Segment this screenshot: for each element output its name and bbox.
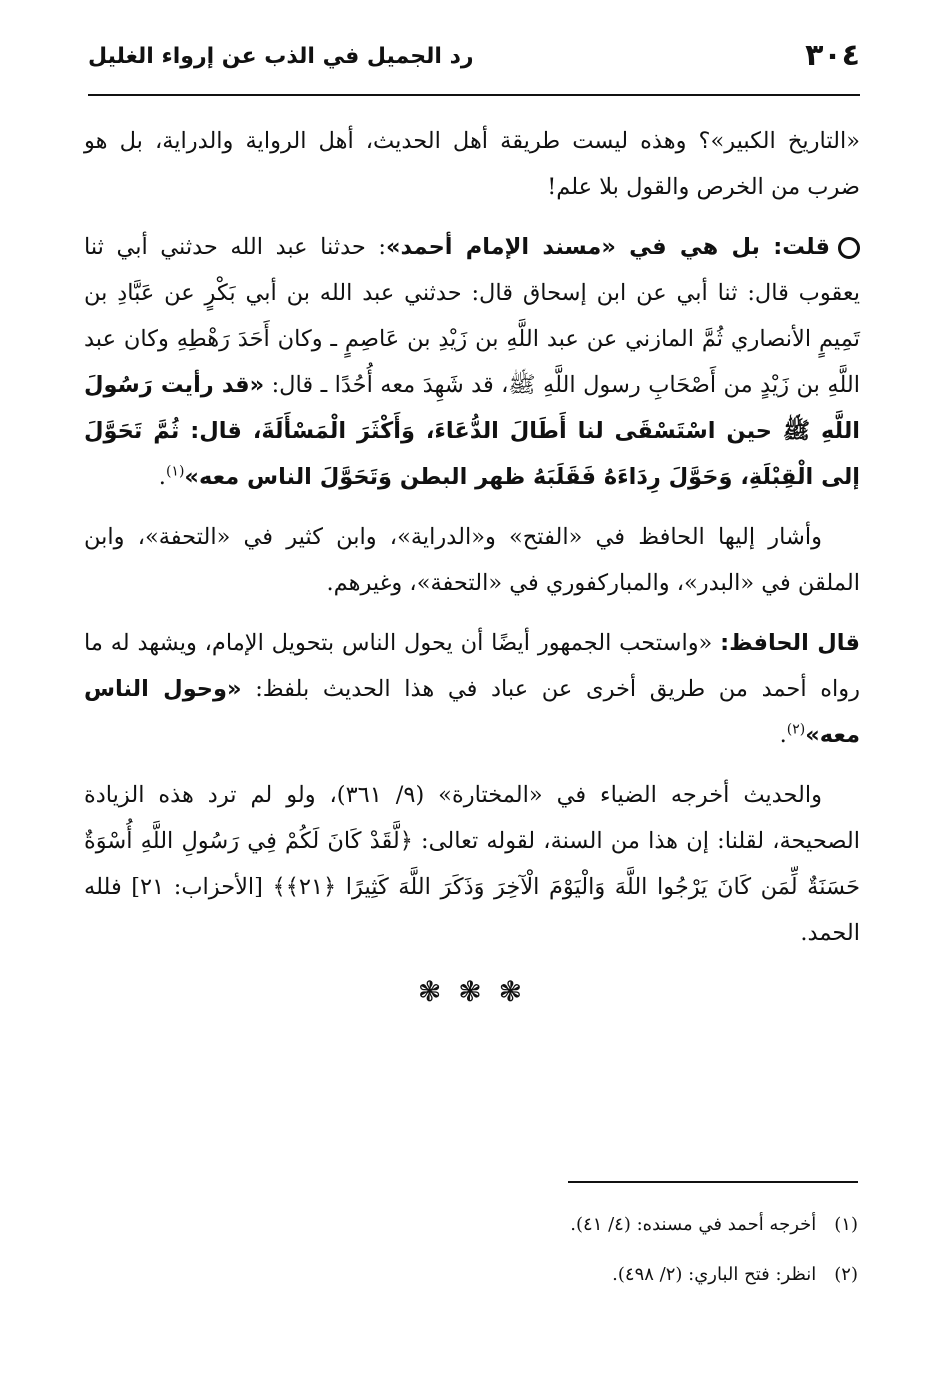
paragraph-3: وأشار إليها الحافظ في «الفتح» و«الدراية»، وابن كثير في «التحفة»، وابن الملقن في «البدر»، والمباركفوري في «التحفة»، وغيرهم. bbox=[84, 524, 860, 596]
footnote-ref-1: (١) bbox=[165, 463, 185, 480]
paragraph-5: والحديث أخرجه الضياء في «المختارة» (٩/ ٣٦١)، ولو لم ترد هذه الزيادة الصحيحة، لقلنا: إن هذا من السنة، لقوله تعالى: ﴿لَّقَدْ كَانَ لَكُمْ فِي رَسُولِ اللَّهِ أُسْوَةٌ حَسَنَةٌ لِّمَن كَانَ يَرْجُوا اللَّهَ وَالْيَوْمَ الْآخِرَ وَذَكَرَ اللَّهَ كَثِيرًا ﴿٢١﴾﴾ [الأحزاب: ٢١] فلله الحمد. bbox=[84, 782, 860, 946]
paragraph-2-text: : حدثنا عبد الله حدثني أبي ثنا يعقوب قال: ثنا أبي عن ابن إسحاق قال: حدثني عبد الله بن أبي بَكْرٍ عن عَبَّادِ بن تَمِيمٍ الأنصاري ثُمَّ المازني عن عبد اللَّهِ بن زَيْدِ بن عَاصِمٍ ـ وكان أَحَدَ رَهْطِهِ وكان عبد اللَّهِ بن زَيْدٍ من أَصْحَابِ رسول اللَّهِ ﷺ، قد شَهِدَ معه أُحُدًا ـ قال: bbox=[84, 234, 860, 398]
footnotes bbox=[84, 1200, 858, 1300]
page-header bbox=[88, 38, 860, 96]
footnote-1-mark: (١) bbox=[834, 1214, 858, 1235]
paragraph-4: قال الحافظ: «واستحب الجمهور أيضًا أن يحول الناس بتحويل الإمام، ويشهد له ما رواه أحمد من طريق أخرى عن عباد في هذا الحديث بلفظ: «وحول الناس معه»$^{(٢)}$. bbox=[84, 630, 861, 748]
footnote-divider bbox=[568, 1181, 858, 1183]
running-title: رد الجميل في الذب عن إرواء الغليل bbox=[88, 44, 474, 69]
paragraph-4-quote: «وحول الناس معه» bbox=[84, 676, 860, 748]
footnote-2-mark: (٢) bbox=[834, 1264, 858, 1285]
paragraph-4-bold-lead: قال الحافظ: bbox=[720, 630, 860, 656]
footnote-1 bbox=[84, 1200, 858, 1250]
circle-bullet-icon bbox=[838, 237, 860, 259]
footnote-2-text: انظر: فتح الباري: (٢/ ٤٩٨). bbox=[612, 1264, 817, 1285]
section-separator-icon: ❃ ❃ ❃ bbox=[417, 975, 527, 1008]
paragraph-2-bold-lead: قلت: بل هي في «مسند الإمام أحمد» bbox=[385, 234, 830, 260]
page-number: ٣٠٤ bbox=[805, 38, 860, 73]
paragraph-2: قلت: بل هي في «مسند الإمام أحمد»: حدثنا عبد الله حدثني أبي ثنا يعقوب قال: ثنا أبي عن ابن إسحاق قال: حدثني عبد الله بن أبي بَكْرٍ عن عَبَّادِ بن تَمِيمٍ الأنصاري ثُمَّ المازني عن عبد اللَّهِ بن زَيْدِ بن عَاصِمٍ ـ وكان أَحَدَ رَهْطِهِ وكان عبد اللَّهِ بن زَيْدٍ من أَصْحَابِ رسول اللَّهِ ﷺ، قد شَهِدَ معه أُحُدًا ـ قال: «قد رأيت رَسُولَ اللَّهِ ﷺ حين اسْتَسْقَى لنا أَطَالَ الدُّعَاءَ، وَأَكْثَرَ الْمَسْأَلَةَ، قال: ثُمَّ تَحَوَّلَ إلى الْقِبْلَةِ، وَحَوَّلَ رِدَاءَهُ فَقَلَبَهُ ظهر البطن وَتَحَوَّلَ الناس معه»$^{(١)}$. bbox=[84, 234, 860, 490]
page-body bbox=[84, 118, 860, 970]
footnote-ref-2: (٢) bbox=[786, 721, 806, 738]
footnote-2 bbox=[84, 1250, 858, 1300]
paragraph-1: «التاريخ الكبير»؟ وهذه ليست طريقة أهل الحديث، أهل الرواية والدراية، بل هو ضرب من الخرص والقول بلا علم! bbox=[84, 128, 860, 200]
paragraph-4-text: «واستحب الجمهور أيضًا أن يحول الناس بتحويل الإمام، ويشهد له ما رواه أحمد من طريق أخرى عن عباد في هذا الحديث بلفظ: bbox=[84, 630, 861, 702]
footnote-1-text: أخرجه أحمد في مسنده: (٤/ ٤١). bbox=[570, 1214, 817, 1235]
hadith-quote: «قد رأيت رَسُولَ اللَّهِ ﷺ حين اسْتَسْقَى لنا أَطَالَ الدُّعَاءَ، وَأَكْثَرَ الْمَسْأَلَةَ، قال: ثُمَّ تَحَوَّلَ إلى الْقِبْلَةِ، وَحَوَّلَ رِدَاءَهُ فَقَلَبَهُ ظهر البطن وَتَحَوَّلَ الناس معه» bbox=[84, 372, 860, 490]
